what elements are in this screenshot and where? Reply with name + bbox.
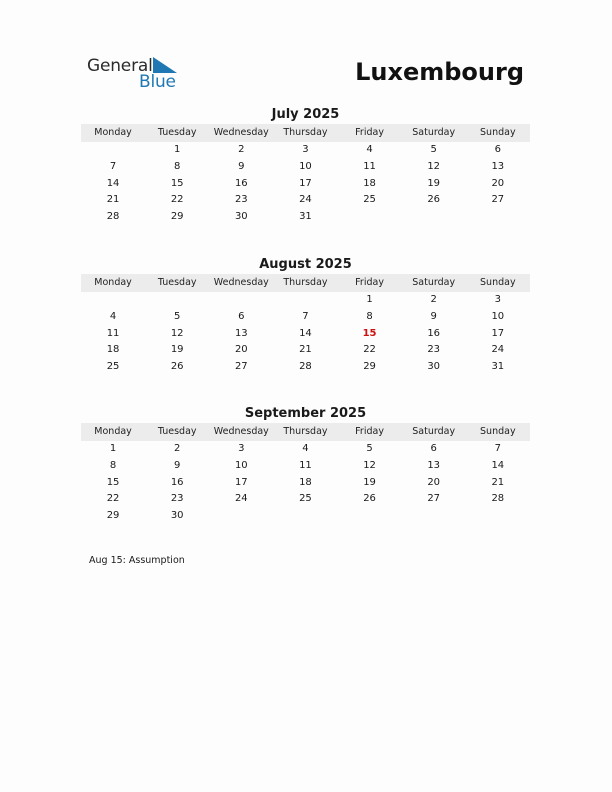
week-row xyxy=(81,142,530,159)
week-grid xyxy=(81,142,530,226)
day-cell: 14 xyxy=(491,459,505,471)
day-cell xyxy=(273,508,337,525)
week-row xyxy=(81,192,530,209)
week-row xyxy=(81,326,530,343)
day-cell: 1 xyxy=(366,294,373,305)
weekday-label: Sunday xyxy=(480,127,516,138)
day-cell: 19 xyxy=(363,476,376,488)
weekday-label: Monday xyxy=(94,127,132,138)
week-grid xyxy=(81,441,530,525)
day-cell: 14 xyxy=(106,177,120,189)
logo-triangle-icon xyxy=(153,57,177,73)
day-cell: 20 xyxy=(427,476,441,488)
day-cell: 4 xyxy=(109,310,117,322)
day-cell: 30 xyxy=(234,211,248,223)
weekday-label: Tuesday xyxy=(157,426,197,437)
day-cell: 9 xyxy=(238,160,245,172)
day-cell: 22 xyxy=(363,344,376,356)
day-cell: 24 xyxy=(234,493,248,505)
day-cell xyxy=(466,508,530,525)
day-cell: 24 xyxy=(491,344,505,356)
day-cell: 29 xyxy=(106,510,120,522)
day-cell: 25 xyxy=(299,493,312,505)
week-row xyxy=(81,508,530,525)
month-calendar-september xyxy=(81,405,530,525)
day-cell: 16 xyxy=(170,476,184,488)
day-cell: 1 xyxy=(109,443,117,454)
day-cell xyxy=(466,209,530,226)
week-row xyxy=(81,342,530,359)
day-cell: 20 xyxy=(234,344,248,356)
day-cell: 10 xyxy=(491,310,505,322)
day-cell: 7 xyxy=(494,443,501,454)
day-cell: 25 xyxy=(363,194,376,206)
week-row xyxy=(81,458,530,475)
weekday-label: Saturday xyxy=(412,127,456,138)
day-cell: 5 xyxy=(366,443,373,454)
day-cell: 6 xyxy=(430,443,437,454)
day-cell: 25 xyxy=(106,361,120,373)
day-cell: 2 xyxy=(430,294,437,305)
month-calendar-august xyxy=(81,256,530,376)
day-cell xyxy=(402,508,466,525)
day-cell: 27 xyxy=(234,361,248,373)
weekday-label: Tuesday xyxy=(157,127,197,138)
logo-word-blue: Blue xyxy=(139,72,176,92)
day-cell: 4 xyxy=(302,443,309,454)
day-cell: 6 xyxy=(494,144,501,155)
weekday-label: Wednesday xyxy=(213,277,269,288)
day-cell: 1 xyxy=(174,144,181,155)
day-cell: 28 xyxy=(299,361,312,373)
day-cell: 23 xyxy=(234,194,248,206)
day-cell: 8 xyxy=(109,459,117,471)
month-title: August 2025 xyxy=(259,257,352,272)
week-row xyxy=(81,176,530,193)
weekday-label: Sunday xyxy=(480,426,516,437)
day-cell: 27 xyxy=(427,493,441,505)
day-cell: 2 xyxy=(238,144,245,155)
week-row xyxy=(81,209,530,226)
day-cell: 30 xyxy=(170,510,184,522)
day-cell: 21 xyxy=(491,476,505,488)
day-cell: 26 xyxy=(170,361,184,373)
day-cell xyxy=(145,292,209,309)
week-row xyxy=(81,491,530,508)
weekday-label: Saturday xyxy=(412,277,456,288)
day-cell: 18 xyxy=(363,177,376,189)
week-row xyxy=(81,441,530,458)
day-cell xyxy=(338,508,402,525)
day-cell: 3 xyxy=(494,294,501,305)
weekday-label: Friday xyxy=(355,127,384,138)
day-cell: 26 xyxy=(363,493,376,505)
day-cell: 11 xyxy=(363,160,376,172)
day-cell: 17 xyxy=(491,327,505,339)
day-cell: 27 xyxy=(491,194,505,206)
day-cell: 3 xyxy=(302,144,309,155)
weekday-label: Sunday xyxy=(480,277,516,288)
day-cell: 19 xyxy=(427,177,441,189)
weekday-label: Thursday xyxy=(283,127,328,138)
day-cell: 19 xyxy=(170,344,184,356)
week-grid xyxy=(81,292,530,376)
weekday-label: Tuesday xyxy=(157,277,197,288)
day-cell xyxy=(209,508,273,525)
day-cell: 10 xyxy=(299,160,312,172)
day-cell: 17 xyxy=(299,177,312,189)
weekday-label: Friday xyxy=(355,277,384,288)
day-cell xyxy=(338,209,402,226)
day-cell: 23 xyxy=(170,493,184,505)
day-cell: 20 xyxy=(491,177,505,189)
day-cell: 18 xyxy=(299,476,312,488)
day-cell: 21 xyxy=(299,344,312,356)
day-cell xyxy=(81,292,145,309)
week-row xyxy=(81,159,530,176)
weekday-label: Monday xyxy=(94,426,132,437)
weekday-label: Saturday xyxy=(412,426,456,437)
day-cell: 9 xyxy=(174,459,181,471)
holiday-notes: Aug 15: Assumption xyxy=(89,555,185,566)
day-cell: 11 xyxy=(106,327,120,339)
day-cell: 13 xyxy=(491,160,505,172)
weekday-label: Wednesday xyxy=(213,426,269,437)
day-cell: 16 xyxy=(234,177,248,189)
logo-word-general: General xyxy=(87,56,153,76)
day-cell: 13 xyxy=(427,459,441,471)
day-cell xyxy=(209,292,273,309)
weekday-label: Wednesday xyxy=(213,127,269,138)
day-cell: 8 xyxy=(366,310,373,322)
day-cell: 31 xyxy=(491,361,505,373)
day-cell: 7 xyxy=(302,310,309,322)
day-cell: 16 xyxy=(427,327,441,339)
month-calendar-july xyxy=(81,106,530,226)
logo xyxy=(87,56,187,92)
day-cell: 22 xyxy=(106,493,120,505)
day-cell: 15 xyxy=(106,476,120,488)
day-cell: 5 xyxy=(430,144,437,155)
day-cell: 28 xyxy=(491,493,505,505)
month-title: September 2025 xyxy=(244,406,367,421)
day-cell: 15 xyxy=(170,177,184,189)
day-cell: 13 xyxy=(234,327,248,339)
week-row xyxy=(81,359,530,376)
day-cell: 6 xyxy=(238,310,245,322)
day-cell: 30 xyxy=(427,361,441,373)
weekday-label: Friday xyxy=(355,426,384,437)
day-cell: 22 xyxy=(170,194,184,206)
day-cell: 10 xyxy=(234,459,248,471)
day-cell: 3 xyxy=(238,443,245,454)
weekday-header xyxy=(81,423,530,441)
week-row xyxy=(81,475,530,492)
day-cell xyxy=(81,142,145,159)
holiday-day-cell: 15 xyxy=(362,327,377,339)
day-cell: 2 xyxy=(174,443,181,454)
day-cell: 23 xyxy=(427,344,441,356)
day-cell: 8 xyxy=(174,160,181,172)
day-cell: 21 xyxy=(106,194,120,206)
weekday-label: Thursday xyxy=(283,277,328,288)
day-cell: 12 xyxy=(170,327,184,339)
day-cell: 4 xyxy=(366,144,373,155)
day-cell: 17 xyxy=(234,476,248,488)
day-cell xyxy=(273,292,337,309)
day-cell: 14 xyxy=(299,327,312,339)
week-row xyxy=(81,292,530,309)
day-cell xyxy=(402,209,466,226)
day-cell: 5 xyxy=(174,310,181,322)
weekday-label: Thursday xyxy=(283,426,328,437)
day-cell: 7 xyxy=(109,160,117,172)
month-title: July 2025 xyxy=(271,107,340,122)
country-title: Luxembourg xyxy=(355,58,524,86)
day-cell: 31 xyxy=(299,211,312,223)
weekday-label: Monday xyxy=(94,277,132,288)
day-cell: 12 xyxy=(363,459,376,471)
day-cell: 11 xyxy=(299,459,312,471)
weekday-header xyxy=(81,274,530,292)
weekday-header xyxy=(81,124,530,142)
day-cell: 24 xyxy=(299,194,312,206)
week-row xyxy=(81,309,530,326)
day-cell: 29 xyxy=(363,361,376,373)
day-cell: 29 xyxy=(170,211,184,223)
day-cell: 28 xyxy=(106,211,120,223)
day-cell: 12 xyxy=(427,160,441,172)
day-cell: 9 xyxy=(430,310,437,322)
day-cell: 18 xyxy=(106,344,120,356)
day-cell: 26 xyxy=(427,194,441,206)
